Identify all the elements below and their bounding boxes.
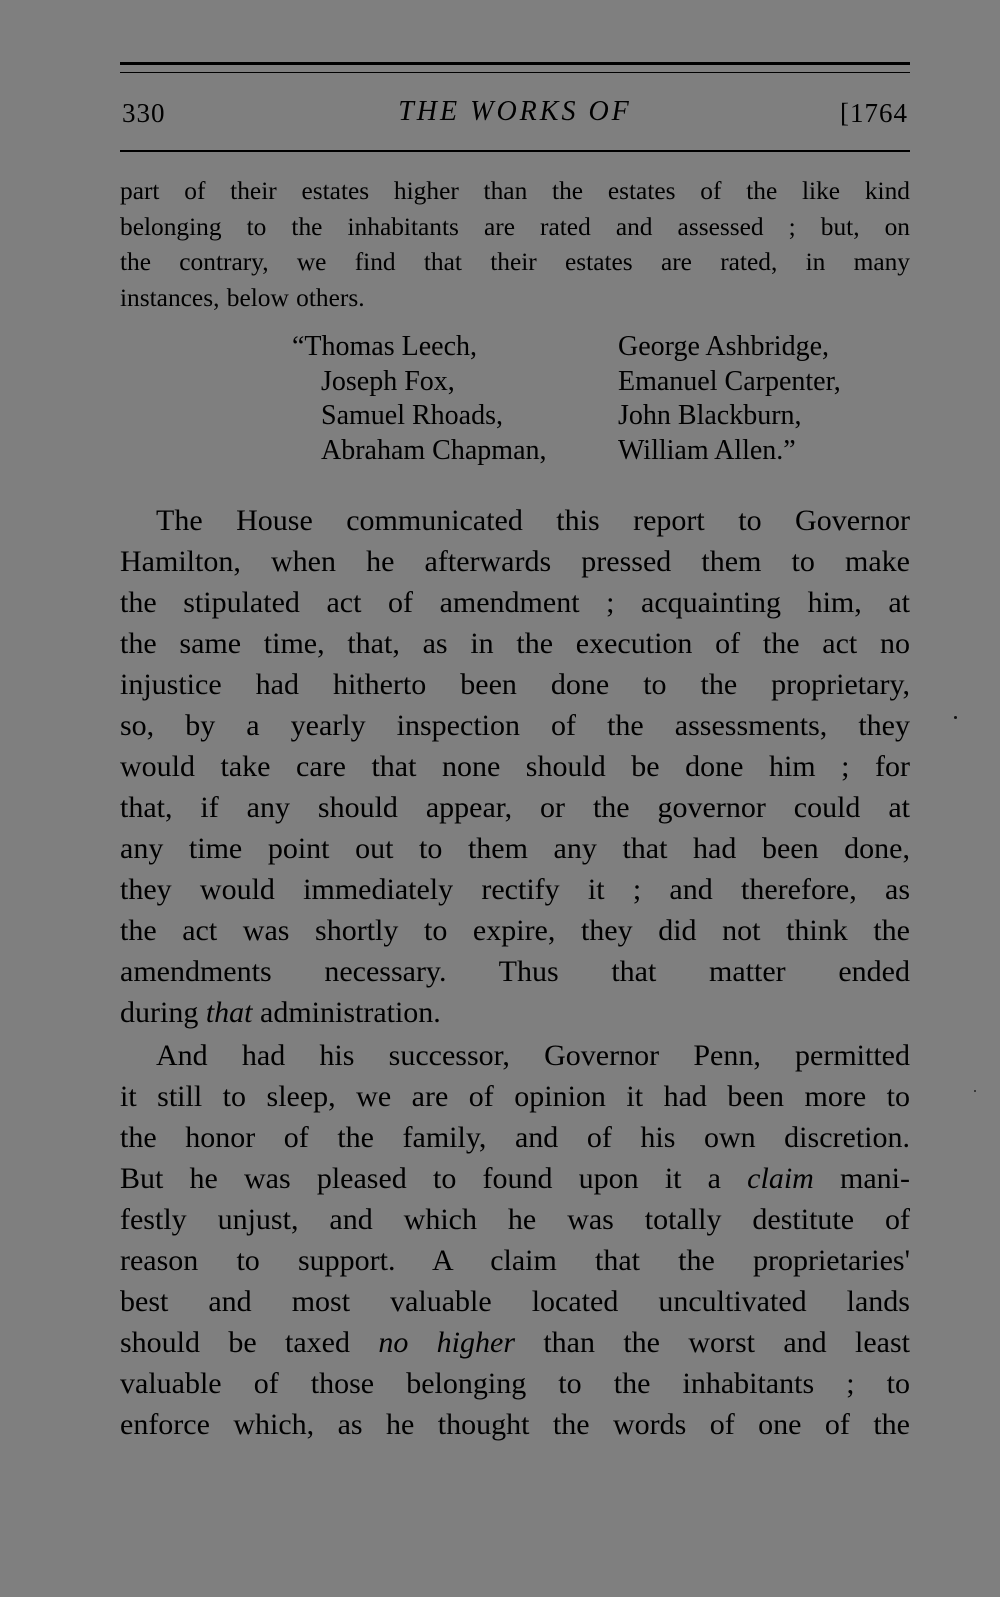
text-line: amendments necessary. Thus that matter ended [120,955,910,988]
text-line [120,1158,910,1199]
signature-column-right [618,330,841,468]
text-run: should be taxed [120,1326,379,1359]
text-line: valuable of those belonging to the inhabitants ; to [120,1367,910,1400]
text-line: the same time, that, as in the execution of the act no [120,627,910,660]
italic-word: that [205,996,253,1029]
italic-word: claim [747,1162,814,1195]
text-line: they would immediately rectify it ; and therefore, as [120,873,910,906]
text-line: the honor of the family, and of his own discretion. [120,1121,910,1154]
text-line: part of their estates higher than the estates of the like kind [120,177,910,205]
text-run: mani- [813,1162,910,1195]
signature-name: “Thomas Leech, [292,331,478,362]
text-line: the act was shortly to expire, they did not think the [120,914,910,947]
text-line: belonging to the inhabitants are rated and assessed ; but, on [120,212,910,241]
text-line: it still to sleep, we are of opinion it had been more to [120,1080,910,1113]
text-line: Hamilton, when he afterwards pressed them to make [120,545,910,578]
running-title: THE WORKS OF [398,96,632,127]
text-line: instances, below others. [120,283,365,312]
text-line: reason to support. A claim that the proprietaries' [120,1244,910,1277]
signature-name: Joseph Fox, [321,365,455,397]
text-line: best and most valuable located uncultivated lands [120,1285,910,1318]
text-run: administration. [252,996,441,1029]
text-line: that, if any should appear, or the governor could at [120,791,910,824]
text-line: festly unjust, and which he was totally destitute of [120,1203,910,1236]
top-double-rule-thick [120,62,910,65]
signature-name: Abraham Chapman, [321,434,547,466]
text-run: But he was pleased to found upon it a [120,1162,748,1195]
text-line [120,1322,910,1363]
text-line: so, by a yearly inspection of the assessments, they [120,709,910,742]
signature-name: Emanuel Carpenter, [618,365,841,397]
text-line: any time point out to them any that had been done, [120,832,910,865]
text-line: And had his successor, Governor Penn, permitted [156,1039,910,1072]
signature-name: Samuel Rhoads, [321,400,503,431]
italic-word: no higher [378,1326,515,1359]
print-speck [954,716,957,719]
text-line [120,992,910,1033]
running-year: [1764 [840,98,908,128]
text-line: would take care that none should be done him ; for [120,750,910,783]
header-rule [120,150,910,152]
main-text [120,500,910,1445]
text-line: The House communicated this report to Governor [156,504,910,537]
text-run: during [120,996,206,1029]
text-line: the stipulated act of amendment ; acquainting him, at [120,586,910,619]
signature-name: George Ashbridge, [618,331,829,362]
top-double-rule-thin [120,72,910,73]
page-number: 330 [122,98,166,128]
report-paragraph [120,174,910,316]
text-line: the contrary, we find that their estates are rated, in many [120,248,910,276]
text-line: enforce which, as he thought the words of one of the [120,1408,910,1441]
signature-column-left [292,330,547,468]
print-speck [974,1090,976,1092]
text-run: than the worst and least [515,1326,910,1359]
running-head [120,96,910,136]
text-line: injustice had hitherto been done to the proprietary, [120,668,910,701]
signature-name: John Blackburn, [618,400,802,431]
signature-name: William Allen.” [618,434,796,466]
